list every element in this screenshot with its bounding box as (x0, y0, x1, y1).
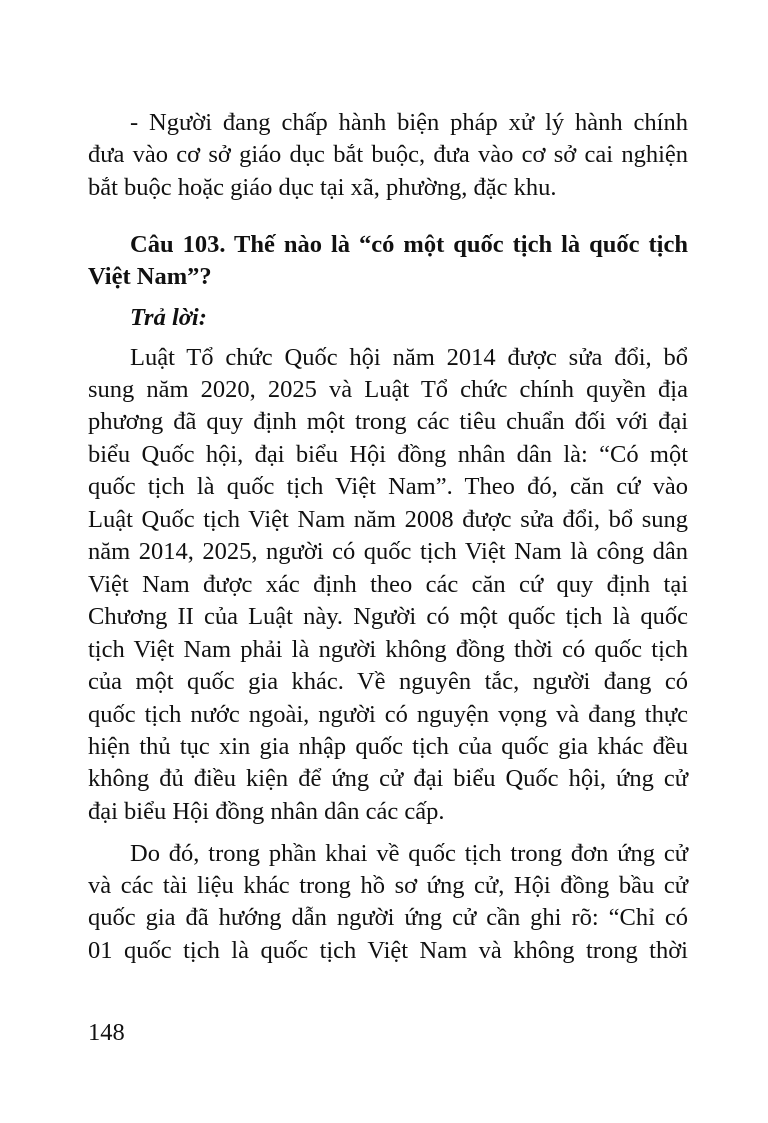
text-line: năm 2014, 2025, người có quốc tịch Việt Nam là công dân (88, 538, 688, 565)
text-line: của một quốc gia khác. Về nguyên tắc, người đang có (88, 668, 688, 695)
text-line: quốc gia đã hướng dẫn người ứng cử cần ghi rõ: “Chỉ có (88, 904, 688, 931)
text-line: không đủ điều kiện để ứng cử đại biểu Quốc hội, ứng cử (88, 765, 688, 792)
text-line: biểu Quốc hội, đại biểu Hội đồng nhân dân là: “Có một (88, 441, 688, 468)
page-number: 148 (88, 1019, 125, 1046)
text-line: Việt Nam được xác định theo các căn cứ quy định tại (88, 571, 688, 598)
text-line: bắt buộc hoặc giáo dục tại xã, phường, đặc khu. (88, 174, 557, 201)
text-line: quốc tịch là quốc tịch Việt Nam”. Theo đó, căn cứ vào (88, 473, 688, 500)
text-line: Luật Quốc tịch Việt Nam năm 2008 được sửa đổi, bổ sung (88, 506, 688, 533)
text-line: Trả lời: (130, 304, 207, 331)
text-line: phương đã quy định một trong các tiêu chuẩn đối với đại (88, 408, 688, 435)
text-line: Do đó, trong phần khai về quốc tịch trong đơn ứng cử (130, 840, 688, 867)
text-line: đại biểu Hội đồng nhân dân các cấp. (88, 798, 445, 825)
text-line: Chương II của Luật này. Người có một quốc tịch là quốc (88, 603, 688, 630)
text-line: hiện thủ tục xin gia nhập quốc tịch của quốc gia khác đều (88, 733, 688, 760)
text-line: đưa vào cơ sở giáo dục bắt buộc, đưa vào cơ sở cai nghiện (88, 141, 688, 168)
text-line: Câu 103. Thế nào là “có một quốc tịch là quốc tịch (130, 231, 688, 258)
text-line: tịch Việt Nam phải là người không đồng thời có quốc tịch (88, 636, 688, 663)
text-line: và các tài liệu khác trong hồ sơ ứng cử, Hội đồng bầu cử (88, 872, 688, 899)
text-line: 01 quốc tịch là quốc tịch Việt Nam và không trong thời (88, 937, 688, 964)
text-line: sung năm 2020, 2025 và Luật Tổ chức chính quyền địa (88, 376, 688, 403)
text-line: - Người đang chấp hành biện pháp xử lý hành chính (130, 109, 688, 136)
text-line: quốc tịch nước ngoài, người có nguyện vọng và đang thực (88, 701, 688, 728)
text-line: Việt Nam”? (88, 263, 212, 290)
text-line: Luật Tổ chức Quốc hội năm 2014 được sửa đổi, bổ (130, 344, 688, 371)
